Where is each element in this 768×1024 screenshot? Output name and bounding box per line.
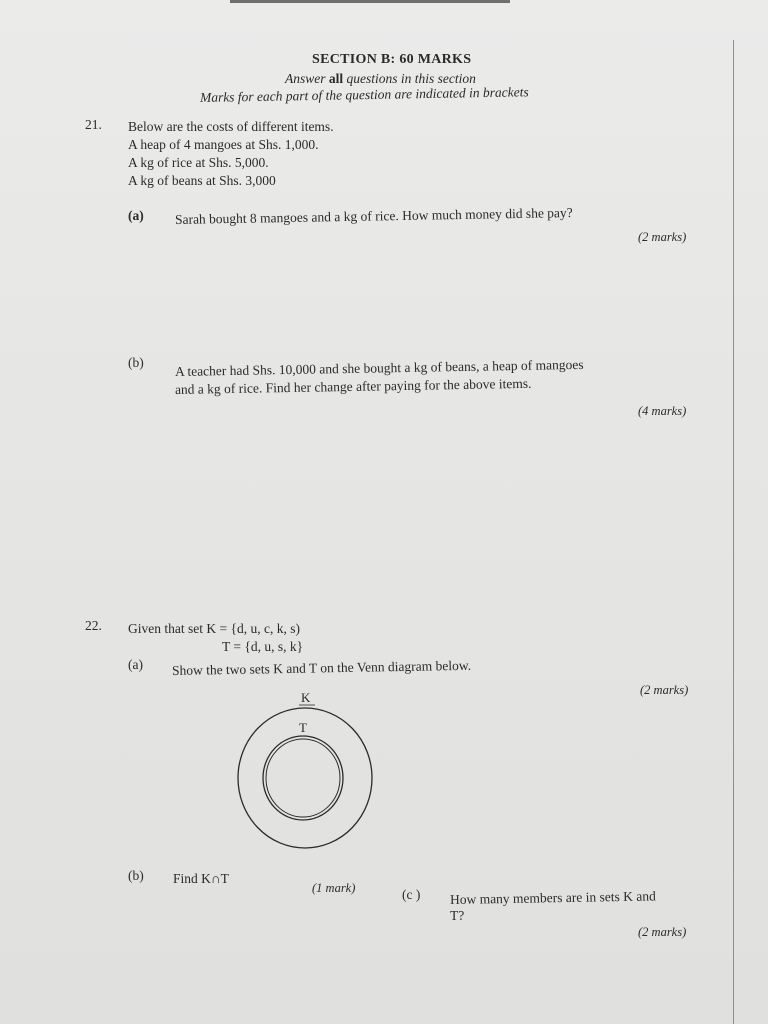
- q21b-line1: A teacher had Shs. 10,000 and she bought a kg of beans, a heap of mangoes: [174, 356, 584, 379]
- q22a-text: Show the two sets K and T on the Venn diagram below.: [171, 657, 472, 678]
- q22c-marks: (2 marks): [638, 925, 687, 939]
- venn-label-k: K: [301, 690, 311, 705]
- venn-inner-circle-t: [263, 736, 343, 820]
- instruction-bold: all: [328, 71, 344, 86]
- q22-number: 22.: [85, 618, 102, 633]
- q22c-line1: How many members are in sets K and: [449, 888, 656, 907]
- q21-intro: Below are the costs of different items.: [128, 119, 334, 134]
- q22c-line2: T?: [450, 908, 465, 923]
- instruction-post: questions in this section: [343, 71, 476, 86]
- q22b-marks: (1 mark): [312, 881, 356, 895]
- q22-given-k: Given that set K = {d, u, c, k, s): [128, 621, 300, 636]
- instruction-pre: Answer: [285, 71, 329, 86]
- venn-inner-circle-t-trace: [266, 739, 340, 817]
- q22b-label: (b): [128, 868, 144, 883]
- q22a-marks: (2 marks): [640, 683, 689, 697]
- page-top-edge: [230, 0, 510, 3]
- marks-note: Marks for each part of the question are indicated in brackets: [199, 84, 529, 105]
- q22-given-t: T = {d, u, s, k}: [222, 639, 304, 654]
- q21b-line2: and a kg of rice. Find her change after paying for the above items.: [174, 375, 532, 397]
- q21-number: 21.: [85, 117, 102, 132]
- q21-item-beans: A kg of beans at Shs. 3,000: [128, 173, 276, 188]
- q22c-label: (c ): [402, 887, 421, 902]
- q21b-marks: (4 marks): [638, 404, 687, 418]
- q21a-label: (a): [128, 208, 144, 223]
- q21-item-mangoes: A heap of 4 mangoes at Shs. 1,000.: [128, 137, 319, 152]
- q22a-label: (a): [128, 657, 143, 672]
- venn-label-t: T: [299, 720, 307, 735]
- q22b-text: Find K∩T: [173, 871, 229, 886]
- q21a-marks: (2 marks): [638, 230, 687, 244]
- section-instruction: [285, 71, 476, 87]
- section-title: SECTION B: 60 MARKS: [312, 52, 472, 67]
- venn-diagram: [225, 688, 375, 858]
- q21b-label: (b): [128, 355, 144, 370]
- q21-item-rice: A kg of rice at Shs. 5,000.: [128, 155, 269, 170]
- right-margin-line: [733, 40, 734, 1024]
- q21a-text: Sarah bought 8 mangoes and a kg of rice. How much money did she pay?: [174, 205, 573, 227]
